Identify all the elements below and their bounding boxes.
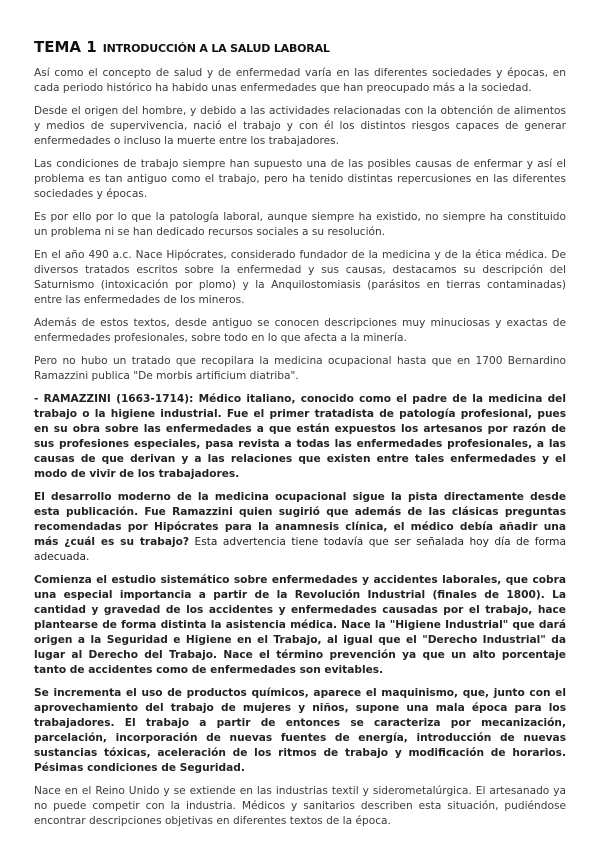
- paragraph-5: En el año 490 a.c. Nace Hipócrates, considerado fundador de la medicina y de la ética médica. De diversos tratados escritos sobre la enfermedad y sus causas, destacamos su descripción del Saturnismo (intoxicación por plomo) y la Anquilostomiasis (parásitos en tierras contaminadas) entre las enfermedades de los mineros.: [34, 249, 566, 306]
- paragraph-7: Pero no hubo un tratado que recopilara la medicina ocupacional hasta que en 1700 Bernardino Ramazzini publica "De morbis artificium diatriba".: [34, 355, 566, 382]
- paragraph-1: Así como el concepto de salud y de enfermedad varía en las diferentes sociedades y épocas, en cada periodo histórico ha habido unas enfermedades que han preocupado más a la sociedad.: [34, 67, 566, 94]
- page-title: [34, 40, 566, 57]
- document-page: [34, 40, 566, 837]
- paragraph-9-normal: Esta advertencia tiene todavía que ser señalada hoy día de forma adecuada.: [34, 536, 566, 563]
- paragraph-ramazzini: - RAMAZZINI (1663-1714): Médico italiano, conocido como el padre de la medicina del trabajo o la higiene industrial. Fue el primer tratadista de patología profesional, pues en su obra sobre las enfermedades a que están expuestos los artesanos por razón de sus profesiones especiales, pasa revista a todas las enfermedades profesionales, a las causas de que derivan y a las relaciones que existen entre tales enfermedades y el modo de vivir de los trabajadores.: [34, 393, 566, 480]
- paragraph-3: Las condiciones de trabajo siempre han supuesto una de las posibles causas de enfermar y así el problema es tan antiguo como el trabajo, pero ha tenido distintas repercusiones en las diferentes sociedades y épocas.: [34, 158, 566, 200]
- paragraph-4: Es por ello por lo que la patología laboral, aunque siempre ha existido, no siempre ha constituido un problema ni se han dedicado recursos sociales a su resolución.: [34, 211, 566, 238]
- paragraph-9: [34, 490, 566, 565]
- paragraph-2: Desde el origen del hombre, y debido a las actividades relacionadas con la obtención de alimentos y medios de supervivencia, nació el trabajo y con él los distintos riesgos capaces de generar enfermedades o incluso la muerte entre los trabajadores.: [34, 105, 566, 147]
- paragraph-6: Además de estos textos, desde antiguo se conocen descripciones muy minuciosas y exactas de enfermedades profesionales, sobre todo en lo que afecta a la minería.: [34, 317, 566, 344]
- title-number: TEMA 1: [34, 38, 97, 56]
- paragraph-12: Nace en el Reino Unido y se extiende en las industrias textil y siderometalúrgica. El artesanado ya no puede competir con la industria. Médicos y sanitarios describen esta situación, pudiéndose encontrar descripciones objetivas en diferentes textos de la época.: [34, 785, 566, 827]
- paragraph-9-bold: El desarrollo moderno de la medicina ocupacional sigue la pista directamente desde esta publicación. Fue Ramazzini quien sugirió que además de las clásicas preguntas recomendadas por Hipócrates para la anamnesis clínica, el médico debía añadir una más ¿cuál es su trabajo?: [34, 491, 566, 548]
- paragraph-11: Se incrementa el uso de productos químicos, aparece el maquinismo, que, junto con el aprovechamiento del trabajo de mujeres y niños, supone una mala época para los trabajadores. El trabajo a partir de entonces se caracteriza por mecanización, parcelación, incorporación de nuevas fuentes de energía, introducción de nuevas sustancias tóxicas, aceleración de los ritmos de trabajo y modificación de horarios. Pésimas condiciones de Seguridad.: [34, 687, 566, 774]
- title-text: INTRODUCCIÓN A LA SALUD LABORAL: [102, 42, 330, 55]
- paragraph-10: Comienza el estudio sistemático sobre enfermedades y accidentes laborales, que cobra una especial importancia a partir de la Revolución Industrial (finales de 1800). La cantidad y gravedad de los accidentes y enfermedades causadas por el trabajo, hace plantearse de forma distinta la asistencia médica. Nace la "Higiene Industrial" que dará origen a la Seguridad e Higiene en el Trabajo, al igual que el "Derecho Industrial" da lugar al Derecho del Trabajo. Nace el término prevención ya que un alto porcentaje tanto de accidentes como de enfermedades son evitables.: [34, 574, 566, 676]
